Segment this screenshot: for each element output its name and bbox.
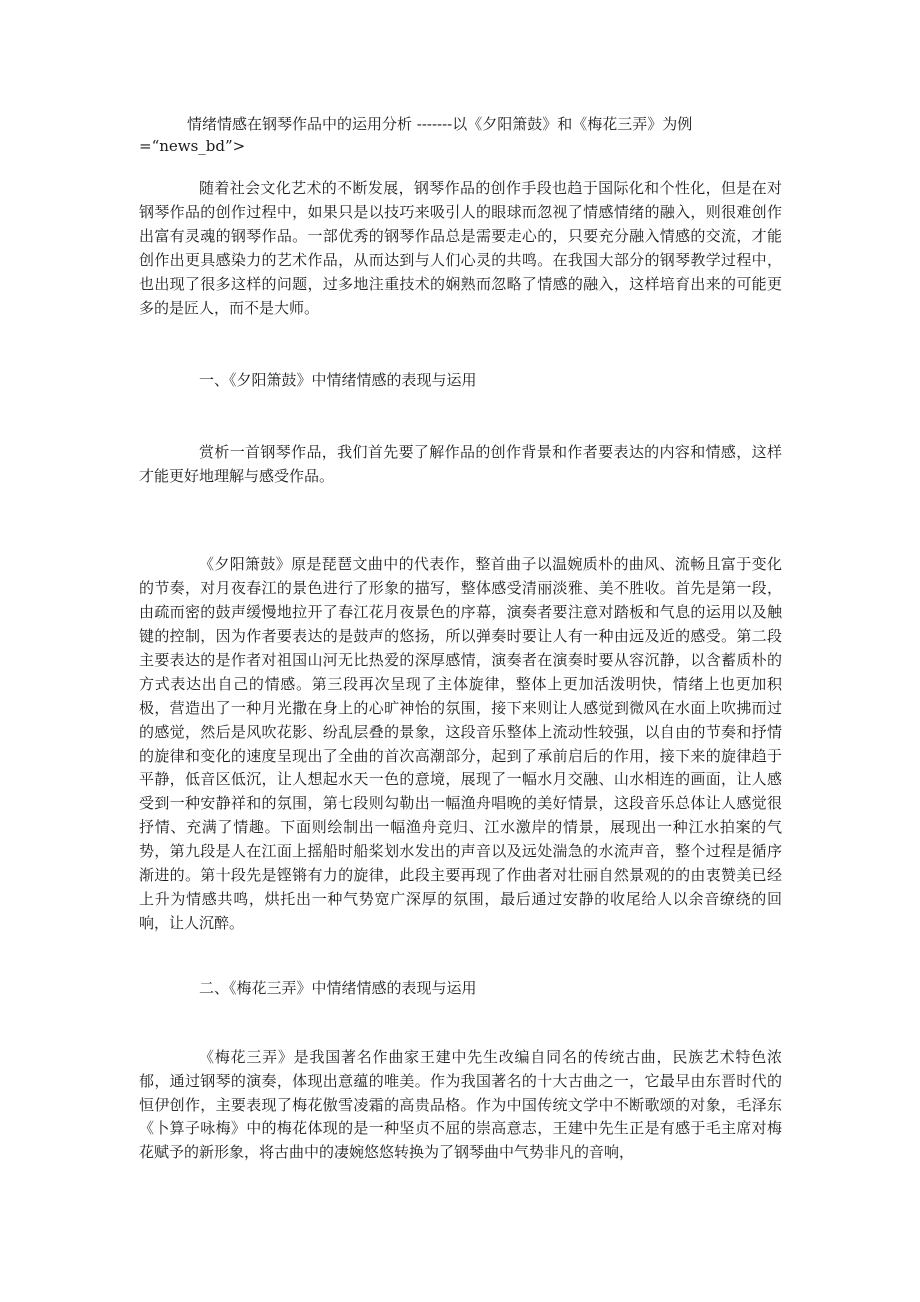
document-title-suffix: =“news_bd”> [139, 137, 246, 155]
section2-body-paragraph: 《梅花三弄》是我国著名作曲家王建中先生改编自同名的传统古曲，民族艺术特色浓郁，通过钢琴的演奏，体现出意蕴的唯美。作为我国著名的十大古曲之一，它最早由东晋时代的恒伊创作，主要表现了梅花傲雪凌霜的高贵品格。作为中国传统文学中不断歌颂的对象，毛泽东《卜算子咏梅》中的梅花体现的是一种坚贞不屈的崇高意志，王建中先生正是有感于毛主席对梅花赋予的新形象，将古曲中的凄婉悠悠转换为了钢琴曲中气势非凡的音响， [139, 1047, 782, 1162]
section1-intro-paragraph: 赏析一首钢琴作品，我们首先要了解作品的创作背景和作者要表达的内容和情感，这样才能更好地理解与感受作品。 [139, 443, 782, 486]
section2-heading: 二、《梅花三弄》中情绪情感的表现与运用 [199, 978, 477, 997]
document-title: 情绪情感在钢琴作品中的运用分析 -------以《夕阳箫鼓》和《梅花三弄》为例 [187, 115, 693, 133]
section1-body-paragraph: 《夕阳箫鼓》原是琵琶文曲中的代表作，整首曲子以温婉质朴的曲风、流畅且富于变化的节奏，对月夜春江的景色进行了形象的描写，整体感受清丽淡雅、美不胜收。首先是第一段，由疏而密的鼓声缓慢地拉开了春江花月夜景色的序幕，演奏者要注意对踏板和气息的运用以及触键的控制，因为作者要表达的是鼓声的悠扬，所以弹奏时要让人有一种由远及近的感受。第二段主要表达的是作者对祖国山河无比热爱的深厚感情，演奏者在演奏时要从容沉静，以含蓄质朴的方式表达出自己的情感。第三段再次呈现了主体旋律，整体上更加活泼明快，情绪上也更加积极，营造出了一种月光撒在身上的心旷神怡的氛围，接下来则让人感觉到微风在水面上吹拂而过的感觉，然后是风吹花影、纷乱层叠的景象，这段音乐整体上流动性较强，以自由的节奏和抒情的旋律和变化的速度呈现出了全曲的首次高潮部分，起到了承前启后的作用，接下来的旋律趋于平静，低音区低沉，让人想起水天一色的意境，展现了一幅水月交融、山水相连的画面，让人感受到一种安静祥和的氛围，第七段则勾勒出一幅渔舟唱晚的美好情景，这段音乐总体让人感觉很抒情、充满了情趣。下面则绘制出一幅渔舟竞归、江水激岸的情景，展现出一种江水拍案的气势，第九段是人在江面上摇船时船桨划水发出的声音以及远处湍急的水流声音，整个过程是循序渐进的。第十段先是铿锵有力的旋律，此段主要再现了作曲者对壮丽自然景观的的由衷赞美已经上升为情感共鸣，烘托出一种气势宽广深厚的氛围，最后通过安静的收尾给人以余音缭绕的回响，让人沉醉。 [139, 555, 782, 932]
section1-heading: 一、《夕阳箫鼓》中情绪情感的表现与运用 [199, 371, 477, 390]
intro-paragraph: 随着社会文化艺术的不断发展，钢琴作品的创作手段也趋于国际化和个性化，但是在对钢琴作品的创作过程中，如果只是以技巧来吸引人的眼球而忽视了情感情绪的融入，则很难创作出富有灵魂的钢琴作品。一部优秀的钢琴作品总是需要走心的，只要充分融入情感的交流，才能创作出更具感染力的艺术作品，从而达到与人们心灵的共鸣。在我国大部分的钢琴教学过程中，也出现了很多这样的问题，过多地注重技术的娴熟而忽略了情感的融入，这样培育出来的可能更多的是匠人，而不是大师。 [139, 179, 782, 317]
document-page [139, 113, 782, 1165]
